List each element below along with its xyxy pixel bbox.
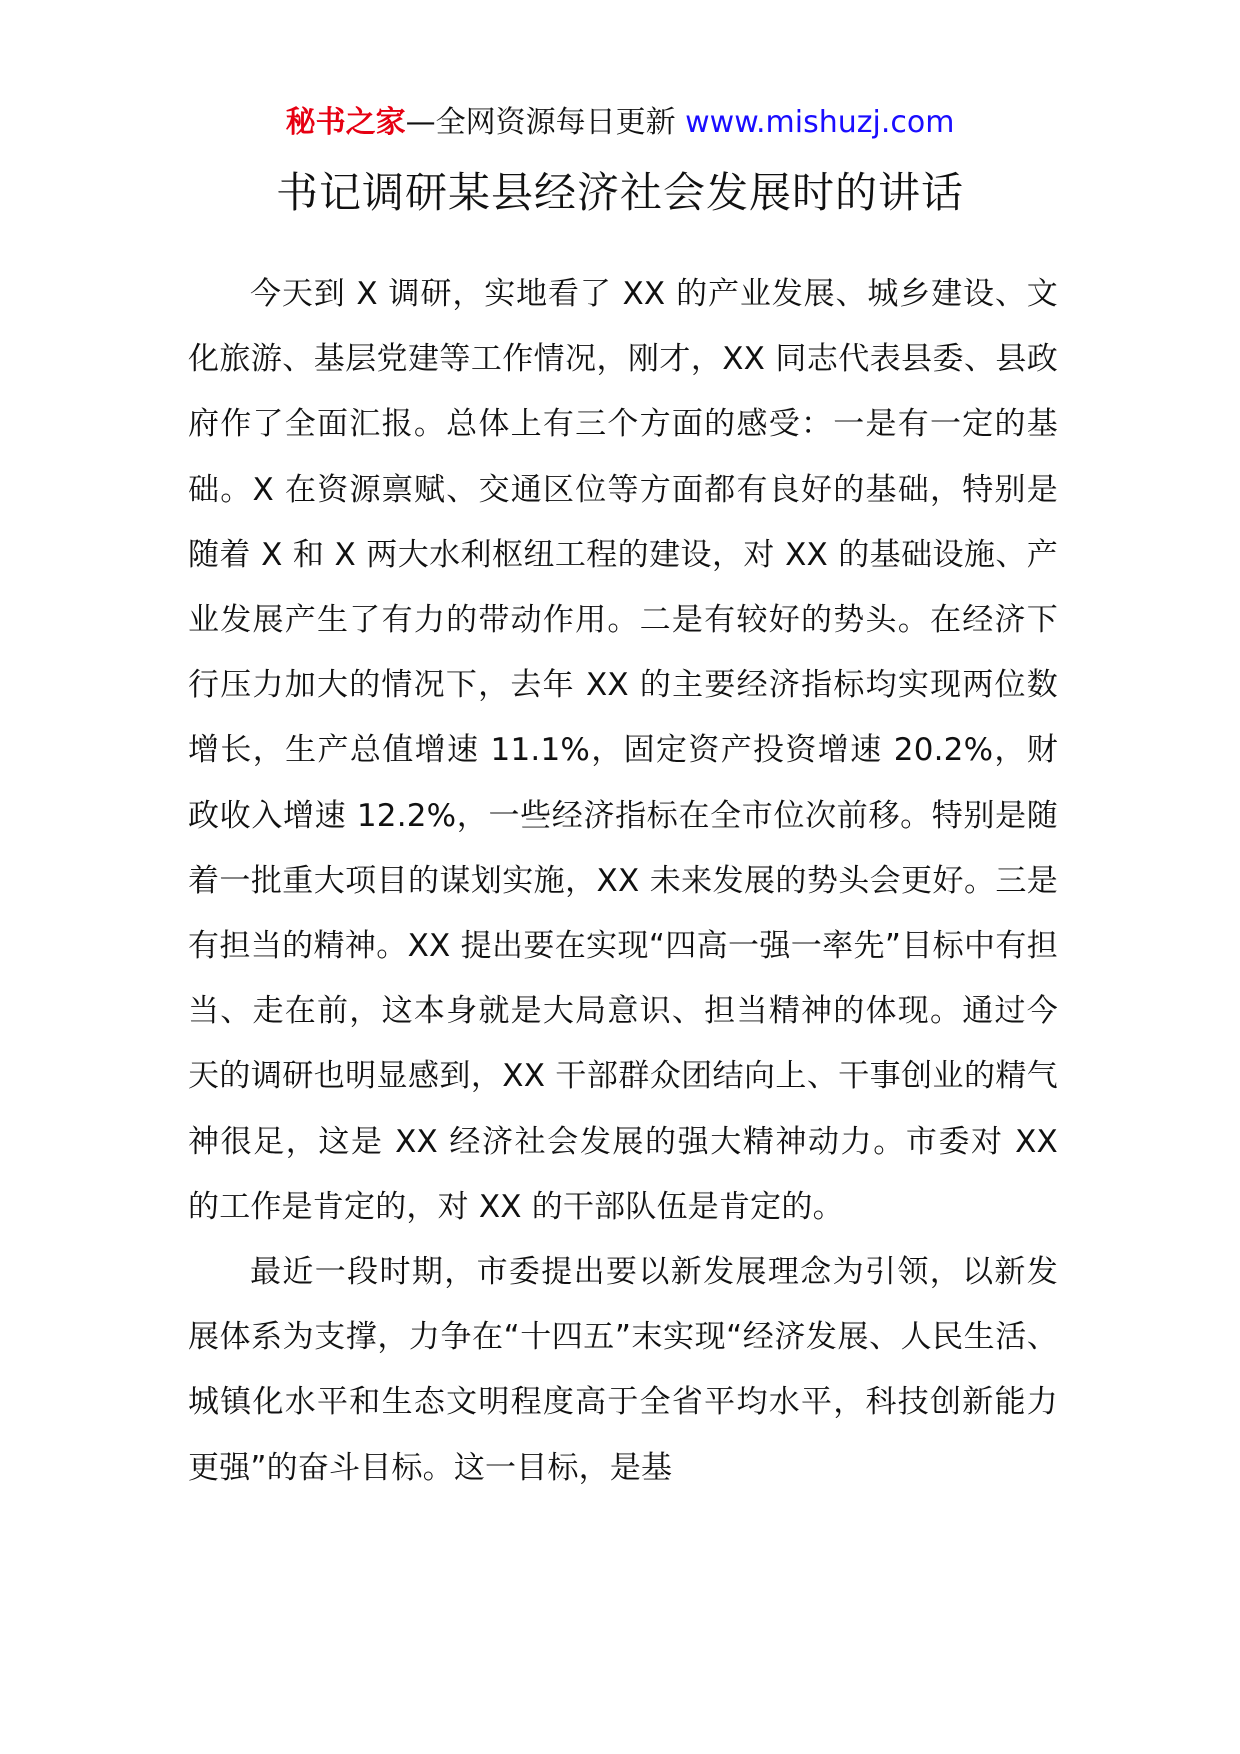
body-paragraph: 今天到 X 调研，实地看了 XX 的产业发展、城乡建设、文化旅游、基层党建等工作情况，刚才，XX 同志代表县委、县政府作了全面汇报。总体上有三个方面的感受：一是有一定的基础。X 在资源禀赋、交通区位等方面都有良好的基础，特别是随着 X 和 X 两大水利枢纽工程的建设，对 XX 的基础设施、产业发展产生了有力的带动作用。二是有较好的势头。在经济下行压力加大的情况下，去年 XX 的主要经济指标均实现两位数增长，生产总值增速 11.1%，固定资产投资增速 20.2%，财政收入增速 12.2%，一些经济指标在全市位次前移。特别是随着一批重大项目的谋划实施，XX 未来发展的势头会更好。三是有担当的精神。XX 提出要在实现“四高一强一率先”目标中有担当、走在前，这本身就是大局意识、担当精神的体现。通过今天的调研也明显感到，XX 干部群众团结向上、干事创业的精气神很足，这是 XX 经济社会发展的强大精神动力。市委对 XX 的工作是肯定的，对 XX 的干部队伍是肯定的。 [188,276,1058,1225]
document-title: 书记调研某县经济社会发展时的讲话 [275,168,964,217]
document-body [188,262,1058,1501]
brand-name: 秘书之家 [285,105,406,140]
site-header [0,103,1240,143]
header-tagline: —全网资源每日更新 [405,105,686,140]
body-paragraph: 最近一段时期，市委提出要以新发展理念为引领，以新发展体系为支撑，力争在“十四五”末实现“经济发展、人民生活、城镇化水平和生态文明程度高于全省平均水平，科技创新能力更强”的奋斗目标。这一目标，是基 [188,1254,1058,1486]
header-url[interactable]: www.mishuzj.com [685,105,955,140]
